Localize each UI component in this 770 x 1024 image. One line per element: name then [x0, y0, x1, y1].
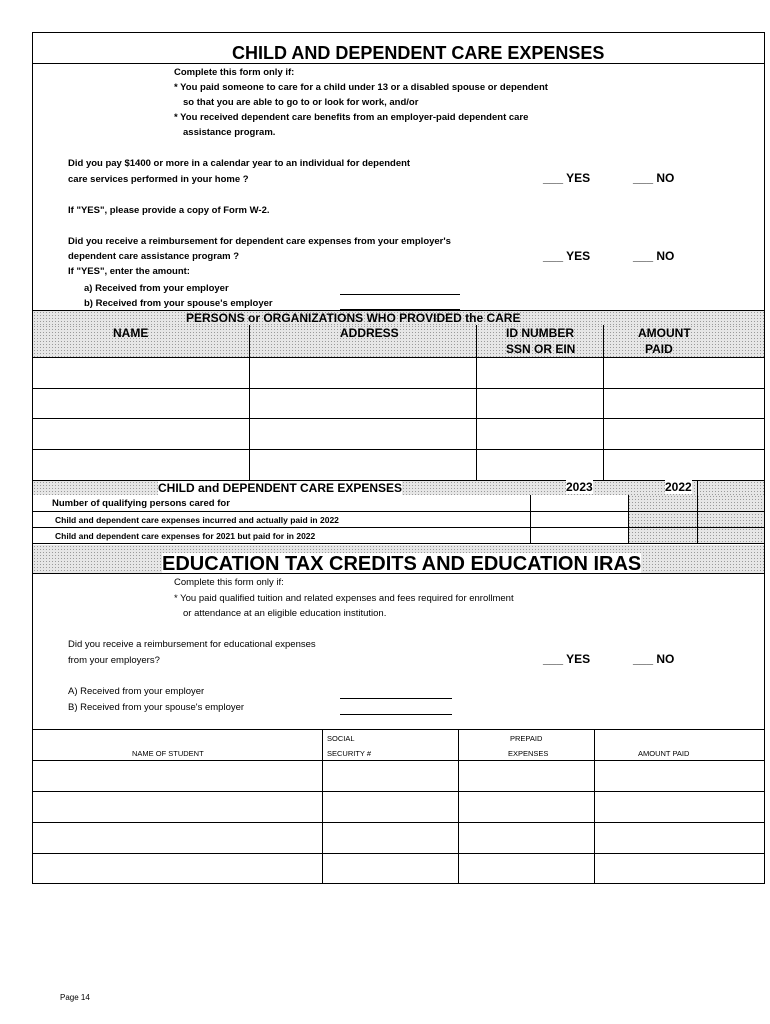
expenses-prior-year-label: Child and dependent care expenses for 2021 but paid for in 2022	[55, 531, 316, 541]
divider	[32, 511, 765, 512]
table-row	[32, 791, 765, 792]
w2-note: If "YES", please provide a copy of Form W-2.	[68, 205, 270, 216]
question-text: Did you receive a reimbursement for dependent care expenses from your employer's	[68, 236, 451, 247]
divider	[32, 729, 765, 730]
intro-text: Complete this form only if:	[174, 67, 295, 78]
table-row	[32, 760, 765, 761]
question-text: from your employers?	[68, 655, 160, 666]
col-ssn-ein: SSN OR EIN	[506, 342, 576, 356]
bullet-text: * You received dependent care benefits from an employer-paid dependent care	[174, 112, 529, 123]
table-row	[32, 418, 765, 419]
divider	[32, 527, 765, 528]
table-row	[32, 449, 765, 450]
received-spouse-label: B) Received from your spouse's employer	[68, 702, 245, 713]
col-prepaid: PREPAID	[510, 734, 543, 743]
no-checkbox[interactable]: ___ NO	[633, 171, 675, 185]
col-divider	[249, 325, 250, 480]
col-divider	[322, 729, 323, 884]
yes-checkbox[interactable]: ___ YES	[543, 652, 591, 666]
col-divider	[603, 325, 604, 480]
bullet-text: * You paid someone to care for a child under 13 or a disabled spouse or dependent	[174, 82, 548, 93]
received-employer-label: A) Received from your employer	[68, 686, 205, 697]
expenses-title: CHILD and DEPENDENT CARE EXPENSES	[158, 481, 403, 495]
col-security: SECURITY #	[327, 749, 372, 758]
col-id-number: ID NUMBER	[506, 326, 574, 340]
education-title: EDUCATION TAX CREDITS AND EDUCATION IRAS	[162, 553, 642, 575]
col-divider	[458, 729, 459, 884]
col-divider	[476, 325, 477, 480]
no-checkbox[interactable]: ___ NO	[633, 249, 675, 263]
child-care-title: CHILD AND DEPENDENT CARE EXPENSES	[232, 43, 605, 63]
no-checkbox[interactable]: ___ NO	[633, 652, 675, 666]
col-social: SOCIAL	[327, 734, 355, 743]
bullet-text: * You paid qualified tuition and related expenses and fees required for enrollment	[174, 593, 514, 604]
table-row	[32, 388, 765, 389]
col-student: NAME OF STUDENT	[132, 749, 204, 758]
persons-title: PERSONS or ORGANIZATIONS WHO PROVIDED the CARE	[186, 311, 521, 325]
qualifying-persons-label: Number of qualifying persons cared for	[52, 498, 230, 509]
question-text: If "YES", enter the amount:	[68, 266, 190, 277]
received-spouse-field[interactable]	[340, 702, 452, 720]
col-name: NAME	[113, 326, 149, 340]
question-text: care services performed in your home ?	[68, 174, 249, 185]
question-text: dependent care assistance program ?	[68, 251, 240, 262]
bullet-text: so that you are able to go to or look for work, and/or	[183, 97, 419, 108]
question-text: Did you receive a reimbursement for educational expenses	[68, 639, 316, 650]
col-divider	[530, 495, 531, 543]
col-divider	[697, 481, 698, 543]
col-paid: PAID	[645, 342, 673, 356]
table-row	[32, 853, 765, 854]
question-text: Did you pay $1400 or more in a calendar year to an individual for dependent	[68, 158, 411, 169]
intro-text: Complete this form only if:	[174, 577, 284, 588]
col-amount: AMOUNT	[638, 326, 691, 340]
received-spouse-label: b) Received from your spouse's employer	[84, 298, 273, 309]
col-divider	[628, 495, 629, 543]
bullet-text: or attendance at an eligible education institution.	[183, 608, 387, 619]
yes-checkbox[interactable]: ___ YES	[543, 171, 591, 185]
divider	[32, 63, 765, 64]
received-employer-label: a) Received from your employer	[84, 283, 229, 294]
table-row	[32, 822, 765, 823]
expenses-incurred-label: Child and dependent care expenses incurred and actually paid in 2022	[55, 515, 339, 525]
col-divider	[594, 729, 595, 884]
col-amount-paid: AMOUNT PAID	[638, 749, 690, 758]
yes-checkbox[interactable]: ___ YES	[543, 249, 591, 263]
col-expenses: EXPENSES	[508, 749, 549, 758]
year-2022: 2022	[665, 480, 692, 494]
col-address: ADDRESS	[340, 326, 399, 340]
year-2023: 2023	[566, 480, 593, 494]
bullet-text: assistance program.	[183, 127, 276, 138]
page-number: Page 14	[60, 993, 90, 1002]
table-row	[32, 357, 765, 358]
shaded-cells	[628, 495, 764, 543]
divider	[32, 573, 765, 574]
divider	[32, 543, 765, 544]
